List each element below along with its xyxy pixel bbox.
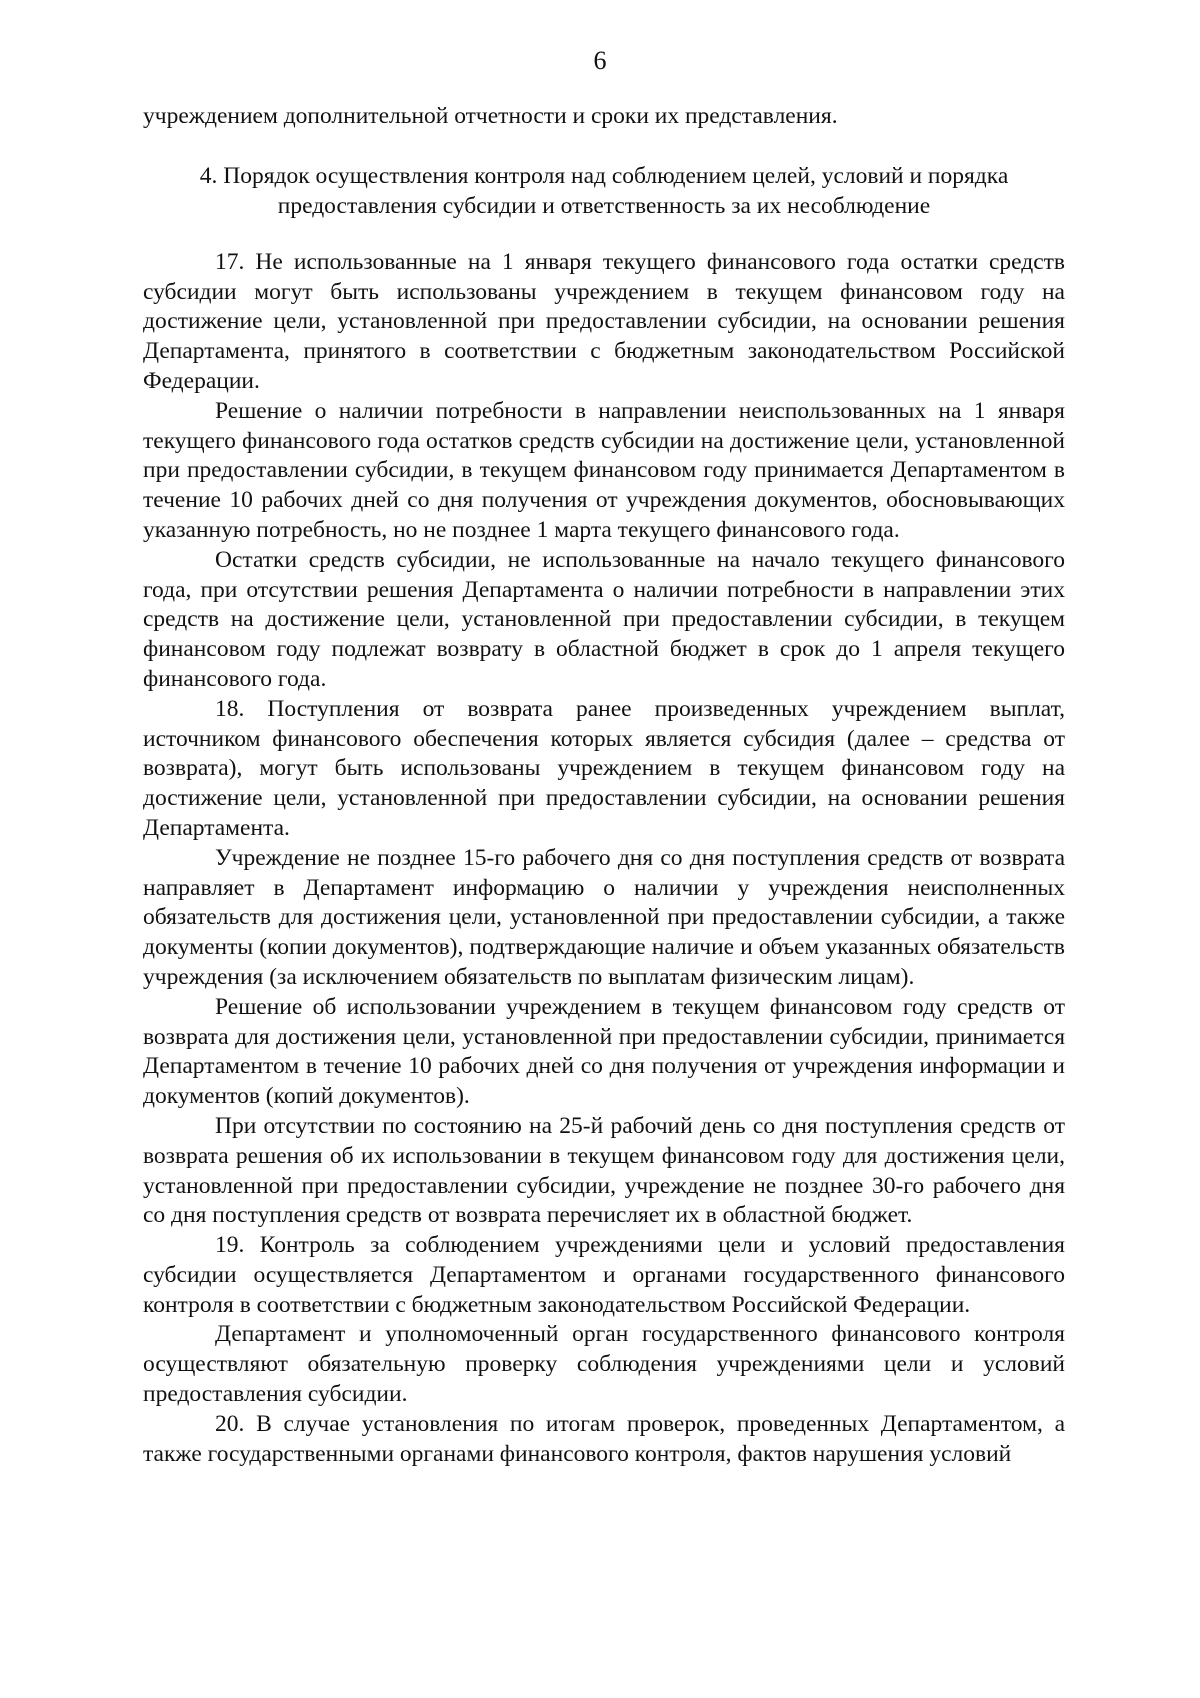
paragraph-18: 18. Поступления от возврата ранее произведенных учреждением выплат, источником финансового обеспечения которых является субсидия (далее – средства от возврата), могут быть использованы учреждением в текущем финансовом году на достижение цели, установленной при предоставлении субсидии, на основании решения Департамента.	[143, 695, 1065, 841]
page-number: 6	[593, 46, 607, 75]
paragraph-17-decision: Решение о наличии потребности в направлении неиспользованных на 1 января текущего финансового года остатков средств субсидии на достижение цели, установленной при предоставлении субсидии, в текущем финансовом году принимается Департаментом в течение 10 рабочих дней со дня получения от учреждения документов, обосновывающих указанную потребность, но не позднее 1 марта текущего финансового года.	[143, 397, 1065, 543]
paragraph-17-remainder-return: Остатки средств субсидии, не использованные на начало текущего финансового года, при отсутствии решения Департамента о наличии потребности в направлении этих средств на достижение цели, установленной при предоставлении субсидии, в текущем финансовом году подлежат возврату в областной бюджет в срок до 1 апреля текущего финансового года.	[143, 546, 1065, 692]
paragraph-19-verification: Департамент и уполномоченный орган государственного финансового контроля осуществляют обязательную проверку соблюдения учреждениями цели и условий предоставления субсидии.	[143, 1321, 1065, 1408]
paragraph-18-decision: Решение об использовании учреждением в текущем финансовом году средств от возврата для достижения цели, установленной при предоставлении субсидии, принимается Департаментом в течение 10 рабочих дней со дня получения от учреждения информации и документов (копий документов).	[143, 993, 1065, 1110]
section-heading: 4. Порядок осуществления контроля над соблюдением целей, условий и порядка предоставления субсидии и ответственность за их несоблюдение	[199, 162, 1009, 219]
paragraph-17: 17. Не использованные на 1 января текущего финансового года остатки средств субсидии могут быть использованы учреждением в текущем финансовом году на достижение цели, установленной при предоставлении субсидии, на основании решения Департамента, принятого в соответствии с бюджетным законодательством Российской Федерации.	[143, 248, 1065, 394]
paragraph-20: 20. В случае установления по итогам проверок, проведенных Департаментом, а также государственными органами финансового контроля, фактов нарушения условий	[143, 1410, 1065, 1467]
paragraph-18-return: При отсутствии по состоянию на 25-й рабочий день со дня поступления средств от возврата решения об их использовании в текущем финансовом году для достижения цели, установленной при предоставлении субсидии, учреждение не позднее 30-го рабочего дня со дня поступления средств от возврата перечисляет их в областной бюджет.	[143, 1112, 1065, 1229]
paragraph-18-information: Учреждение не позднее 15-го рабочего дня со дня поступления средств от возврата направляет в Департамент информацию о наличии у учреждения неисполненных обязательств для достижения цели, установленной при предоставлении субсидии, а также документы (копии документов), подтверждающие наличие и объем указанных обязательств учреждения (за исключением обязательств по выплатам физическим лицам).	[143, 844, 1065, 990]
paragraph-19: 19. Контроль за соблюдением учреждениями цели и условий предоставления субсидии осуществляется Департаментом и органами государственного финансового контроля в соответствии с бюджетным законодательством Российской Федерации.	[143, 1232, 1065, 1318]
continuation-text: учреждением дополнительной отчетности и сроки их представления.	[143, 103, 838, 129]
document-body	[143, 102, 1065, 1469]
